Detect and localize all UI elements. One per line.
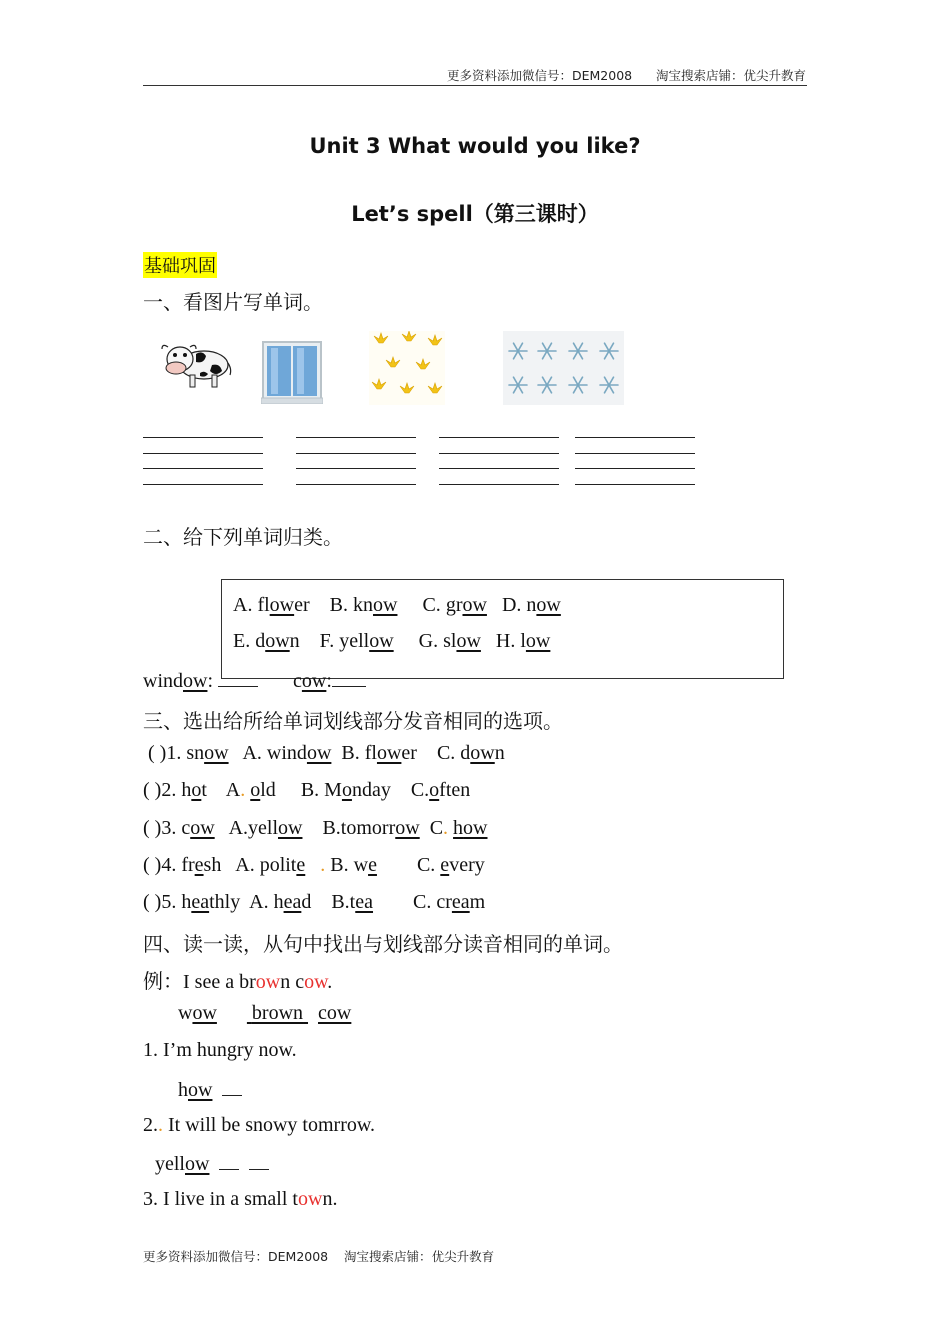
option-e: E. down (233, 630, 300, 652)
writing-line[interactable] (143, 484, 263, 485)
writing-line[interactable] (439, 453, 559, 454)
sentence-1-answer: how (178, 1077, 242, 1102)
example-answer: wow brown cow (178, 1002, 352, 1024)
answer-blank[interactable] (218, 668, 258, 687)
section1-heading: 一、看图片写单词。 (143, 290, 323, 314)
options-row-1 (233, 594, 561, 617)
q4-option-b: . B. we (320, 854, 377, 876)
page-footer (143, 1247, 494, 1265)
answer-blank[interactable] (222, 1077, 242, 1096)
page-title: Unit 3 What would you like? (309, 134, 641, 158)
question-5: ( )5. heathly A. head B.tea C. cream (143, 891, 486, 913)
category-cow: cow: (293, 670, 332, 692)
question-2: ( )2. hot A. old B. Monday C.often (143, 779, 471, 801)
q4-option-c: C. every (416, 854, 485, 876)
options-row-2 (233, 630, 550, 653)
q2-option-c: C.often (410, 779, 471, 801)
option-h: H. low (495, 630, 551, 652)
header-shop-name: 优尖升教育 (743, 68, 806, 83)
category-row (143, 668, 366, 693)
writing-line[interactable] (143, 468, 263, 469)
writing-line[interactable] (439, 484, 559, 485)
flowers-picture (369, 331, 445, 405)
question-1: ( )1. snow A. window B. flower C. down (148, 742, 505, 764)
writing-line[interactable] (439, 437, 559, 438)
section2-heading: 二、给下列单词归类。 (143, 525, 343, 549)
sentence-2: 2.. It will be snowy tomrrow. (143, 1114, 376, 1136)
header-wechat-id: DEM2008 (572, 68, 633, 83)
question-3: ( )3. cow A.yellow B.tomorrow C. how (143, 817, 488, 839)
writing-line[interactable] (575, 437, 695, 438)
footer-shop-name: 优尖升教育 (431, 1249, 495, 1264)
option-c: C. grow (422, 594, 487, 616)
section4-heading: 四、读一读，从句中找出与划线部分读音相同的单词。 (143, 932, 623, 956)
sentence-1: 1. I’m hungry now. (143, 1039, 297, 1061)
writing-line[interactable] (296, 437, 416, 438)
q5-option-b: B.tea (331, 891, 374, 913)
header-rule (143, 85, 807, 86)
q5-option-a: A. head (249, 891, 312, 913)
question-4: ( )4. fresh A. polite . B. we C. every (143, 854, 485, 876)
writing-line[interactable] (575, 468, 695, 469)
q5-option-c: C. cream (413, 891, 486, 913)
q3-option-a: A.yellow (228, 817, 303, 839)
writing-line[interactable] (575, 453, 695, 454)
page-subtitle: Let’s spell（第三课时） (351, 202, 599, 226)
writing-line[interactable] (575, 484, 695, 485)
q4-option-a: A. polite (235, 854, 306, 876)
q1-option-a: A. window (242, 742, 332, 764)
option-f: F. yellow (319, 630, 394, 652)
answer-blank[interactable] (219, 1151, 239, 1170)
q1-option-b: B. flower (341, 742, 417, 764)
writing-line[interactable] (296, 468, 416, 469)
category-window: window: (143, 670, 214, 692)
header-wechat-label: 更多资料添加微信号： (446, 68, 572, 83)
writing-line[interactable] (143, 437, 263, 438)
sentence-2-answer: yellow (155, 1151, 269, 1176)
q3-option-b: B.tomorrow (322, 817, 420, 839)
highlight-label: 基础巩固 (143, 252, 217, 278)
option-d: D. now (501, 594, 561, 616)
footer-shop-label: 淘宝搜索店铺： (344, 1249, 432, 1264)
header-shop-label: 淘宝搜索店铺： (655, 68, 744, 83)
q2-option-a: A. old (225, 779, 276, 801)
cow-picture (160, 337, 232, 389)
footer-wechat-label: 更多资料添加微信号： (143, 1249, 269, 1264)
answer-blank[interactable] (249, 1151, 269, 1170)
q2-option-b: B. Monday (300, 779, 391, 801)
writing-line[interactable] (296, 484, 416, 485)
writing-line[interactable] (296, 453, 416, 454)
window-picture (261, 340, 323, 404)
writing-line[interactable] (439, 468, 559, 469)
snow-picture (503, 331, 624, 405)
page-header (447, 66, 806, 84)
sentence-3: 3. I live in a small town. (143, 1188, 338, 1210)
option-a: A. flower (233, 594, 310, 616)
example-sentence: 例：I see a brown cow. (143, 969, 333, 993)
option-b: B. know (329, 594, 398, 616)
option-g: G. slow (418, 630, 481, 652)
section3-heading: 三、选出给所给单词划线部分发音相同的选项。 (143, 709, 563, 733)
q1-option-c: C. down (436, 742, 505, 764)
answer-blank[interactable] (332, 668, 366, 687)
q3-option-c: C. how (429, 817, 488, 839)
writing-line[interactable] (143, 453, 263, 454)
footer-wechat-id: DEM2008 (268, 1249, 329, 1264)
